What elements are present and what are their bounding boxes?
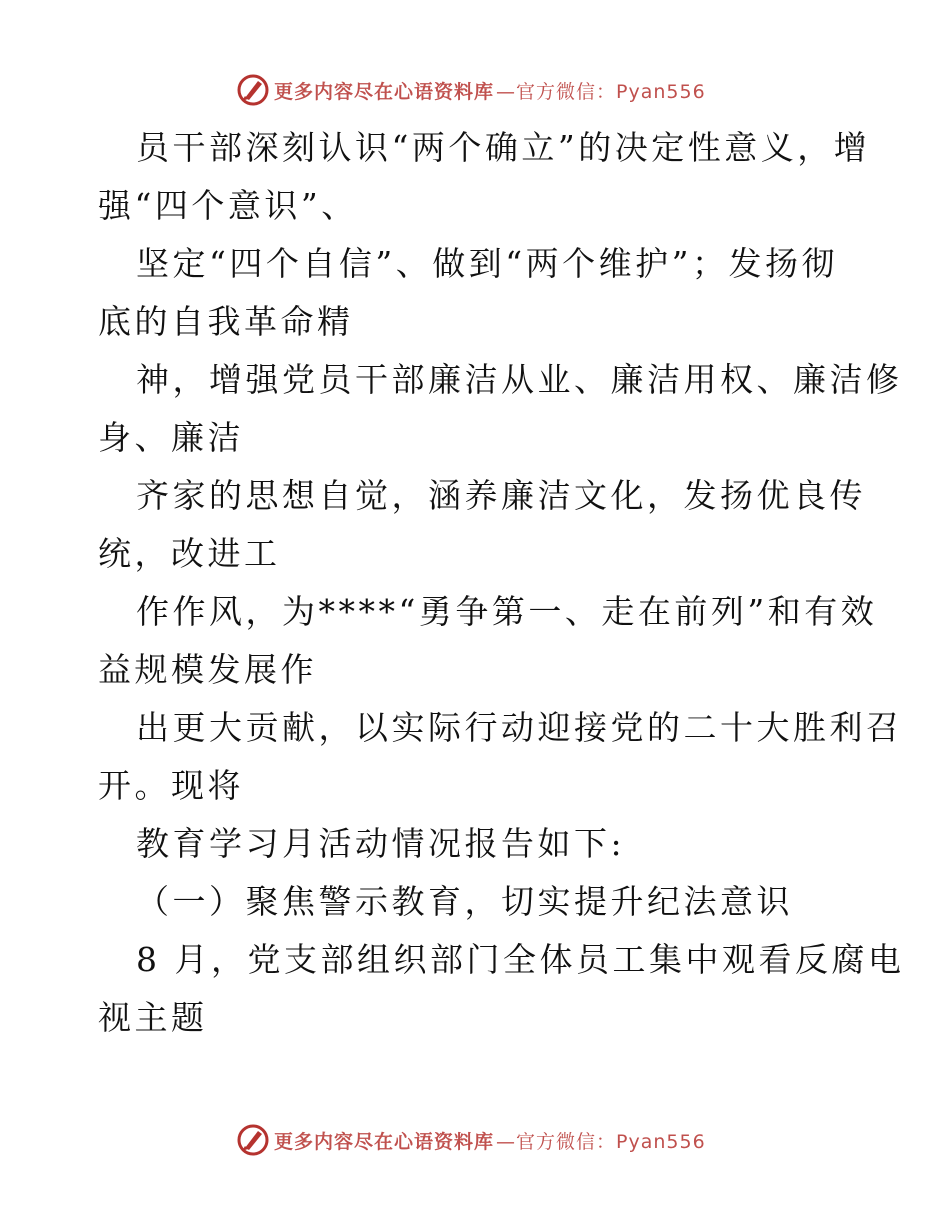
logo-icon: [236, 73, 270, 107]
paragraph-line: 齐家的思想自觉，涵养廉洁文化，发扬优良传: [136, 476, 866, 515]
paragraph-line: 统，改进工: [98, 534, 281, 573]
paragraph-line: 身、廉洁: [98, 418, 244, 457]
paragraph-line: 出更大贡献，以实际行动迎接党的二十大胜利召: [136, 708, 903, 747]
watermark-sub-text: —官方微信：Pyan556: [496, 80, 706, 103]
footer-watermark: [236, 1122, 706, 1158]
paragraph-line: 员干部深刻认识“两个确立”的决定性意义，增: [136, 128, 871, 167]
paragraph-line: 视主题: [98, 998, 208, 1037]
header-watermark: [236, 72, 706, 108]
watermark-main-text: 更多内容尽在心语资料库: [274, 80, 495, 103]
paragraph-line: 益规模发展作: [98, 650, 317, 689]
section-heading: （一）聚焦警示教育，切实提升纪法意识: [136, 882, 793, 921]
paragraph-line: 教育学习月活动情况报告如下:: [136, 824, 626, 863]
paragraph-line: 作作风，为****“勇争第一、走在前列”和有效: [136, 592, 878, 631]
paragraph-line: 强“四个意识”、: [98, 186, 358, 225]
paragraph-line: 坚定“四个自信”、做到“两个维护”；发扬彻: [136, 244, 838, 283]
paragraph-line: 开。现将: [98, 766, 244, 805]
logo-icon: [236, 1123, 270, 1157]
watermark-sub-text: —官方微信：Pyan556: [496, 1130, 706, 1153]
paragraph-line: 神，增强党员干部廉洁从业、廉洁用权、廉洁修: [136, 360, 903, 399]
paragraph-line: 底的自我革命精: [98, 302, 354, 341]
paragraph-line: 8 月，党支部组织部门全体员工集中观看反腐电: [136, 940, 905, 979]
watermark-main-text: 更多内容尽在心语资料库: [274, 1130, 495, 1153]
